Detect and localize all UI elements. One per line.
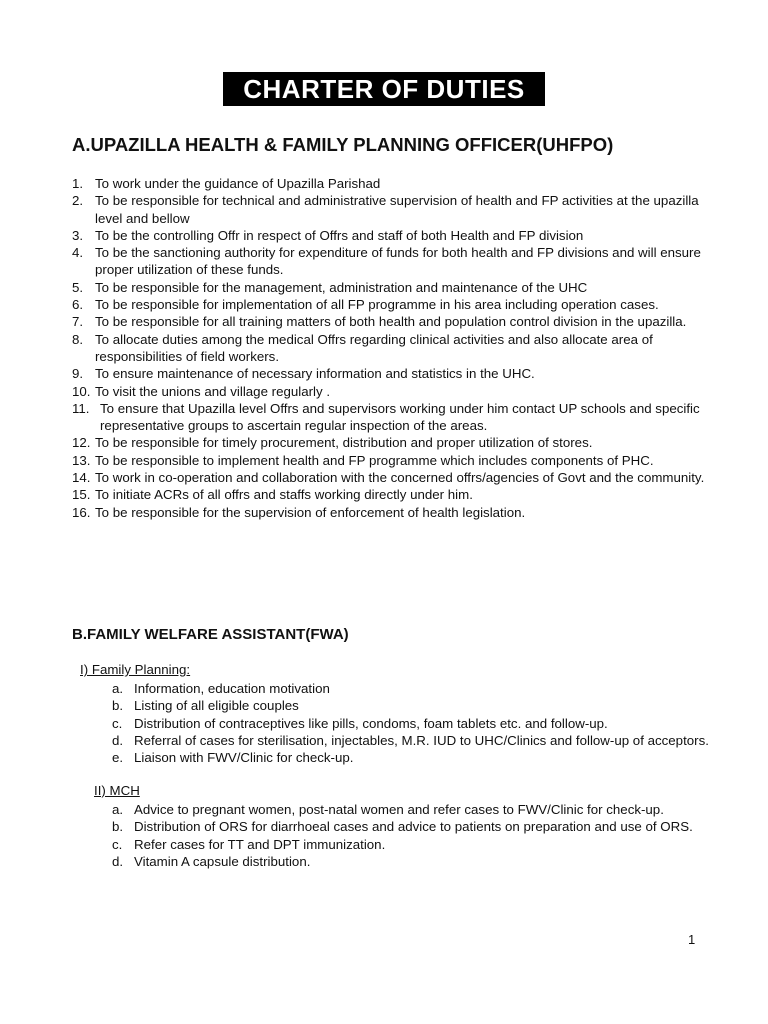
item-letter: d.	[112, 853, 124, 869]
item-number: 12.	[72, 435, 91, 451]
item-number: 14.	[72, 470, 91, 486]
page-number: 1	[688, 932, 696, 947]
mch-list	[112, 801, 712, 870]
list-item	[112, 749, 712, 766]
list-item	[72, 279, 712, 296]
item-text: To be responsible for the supervision of enforcement of health legislation.	[95, 504, 526, 520]
item-text: To ensure that Upazilla level Offrs and supervisors working under him contact UP schools and specific representative groups to ascertain regular inspection of the areas.	[100, 400, 700, 434]
item-number: 8.	[72, 331, 84, 347]
uhfpo-duty-list	[72, 175, 712, 521]
item-text: Referral of cases for sterilisation, injectables, M.R. IUD to UHC/Clinics and follow-up of acceptors.	[134, 732, 709, 748]
list-item	[72, 192, 712, 227]
list-item	[112, 715, 712, 732]
item-number: 1.	[72, 176, 84, 191]
list-item	[72, 469, 712, 486]
item-number: 5.	[72, 279, 84, 295]
item-text: Distribution of ORS for diarrhoeal cases and advice to patients on preparation and use of ORS.	[134, 819, 693, 835]
item-text: To be responsible for technical and administrative supervision of health and FP activities at the upazilla level and bellow	[95, 193, 699, 226]
item-letter: b.	[112, 698, 124, 714]
item-number: 9.	[72, 366, 84, 382]
item-text: To visit the unions and village regularly .	[95, 383, 331, 399]
item-letter: b.	[112, 819, 124, 835]
item-letter: a.	[112, 681, 124, 696]
title-box	[223, 72, 545, 106]
item-text: Listing of all eligible couples	[134, 698, 299, 714]
list-item	[112, 836, 712, 853]
item-text: To be the sanctioning authority for expenditure of funds for both health and FP divisions and will ensure proper utilization of these funds.	[95, 245, 701, 278]
list-item	[112, 732, 712, 749]
item-number: 6.	[72, 297, 84, 313]
item-text: Vitamin A capsule distribution.	[134, 853, 311, 869]
list-item	[112, 801, 712, 818]
item-text: To be responsible to implement health and FP programme which includes components of PHC.	[95, 452, 654, 468]
item-number: 13.	[72, 452, 91, 468]
item-text: To be responsible for timely procurement, distribution and proper utilization of stores.	[95, 435, 593, 451]
list-item	[72, 452, 712, 469]
item-number: 3.	[72, 227, 84, 243]
item-text: Liaison with FWV/Clinic for check-up.	[134, 750, 354, 766]
item-number: 16.	[72, 504, 91, 520]
item-text: To allocate duties among the medical Offrs regarding clinical activities and also allocate area of responsibilities of field workers.	[95, 331, 653, 364]
list-item	[72, 331, 712, 366]
item-text: Refer cases for TT and DPT immunization.	[134, 836, 386, 852]
item-text: Advice to pregnant women, post-natal women and refer cases to FWV/Clinic for check-up.	[134, 802, 664, 817]
list-item	[72, 296, 712, 313]
item-number: 7.	[72, 314, 84, 330]
list-item	[112, 818, 712, 835]
mch-subheading: II) MCH	[94, 783, 140, 798]
item-text: To initiate ACRs of all offrs and staffs working directly under him.	[95, 487, 473, 503]
list-item	[112, 697, 712, 714]
item-letter: a.	[112, 802, 124, 817]
item-text: To work in co-operation and collaboration with the concerned offrs/agencies of Govt and the community.	[95, 470, 705, 486]
item-text: To be responsible for all training matters of both health and population control division in the upazilla.	[95, 314, 687, 330]
item-text: To be responsible for the management, administration and maintenance of the UHC	[95, 279, 588, 295]
list-item	[72, 383, 712, 400]
item-number: 10.	[72, 383, 91, 399]
list-item	[72, 175, 712, 192]
list-item	[72, 400, 712, 435]
item-number: 15.	[72, 487, 91, 503]
list-item	[112, 853, 712, 870]
item-text: Distribution of contraceptives like pills, condoms, foam tablets etc. and follow-up.	[134, 715, 608, 731]
family-planning-list	[112, 680, 712, 766]
page-title: CHARTER OF DUTIES	[243, 73, 525, 104]
list-item	[72, 227, 712, 244]
list-item	[72, 486, 712, 503]
item-letter: c.	[112, 836, 123, 852]
list-item	[72, 313, 712, 330]
section-b-heading: B.FAMILY WELFARE ASSISTANT(FWA)	[72, 626, 349, 643]
item-number: 4.	[72, 245, 84, 261]
list-item	[112, 680, 712, 697]
list-item	[72, 365, 712, 382]
item-text: Information, education motivation	[134, 681, 330, 696]
item-text: To work under the guidance of Upazilla Parishad	[95, 176, 381, 191]
family-planning-subheading: I) Family Planning:	[80, 662, 191, 677]
item-text: To ensure maintenance of necessary information and statistics in the UHC.	[95, 366, 535, 382]
item-text: To be the controlling Offr in respect of Offrs and staff of both Health and FP division	[95, 227, 584, 243]
section-a-heading: A.UPAZILLA HEALTH & FAMILY PLANNING OFFICER(UHFPO)	[72, 134, 614, 155]
item-letter: e.	[112, 750, 124, 766]
item-number: 2.	[72, 193, 84, 209]
list-item	[72, 244, 712, 279]
list-item	[72, 504, 712, 521]
list-item	[72, 434, 712, 451]
item-letter: d.	[112, 732, 124, 748]
item-text: To be responsible for implementation of all FP programme in his area including operation cases.	[95, 297, 659, 313]
item-letter: c.	[112, 715, 123, 731]
item-number: 11.	[72, 400, 90, 416]
